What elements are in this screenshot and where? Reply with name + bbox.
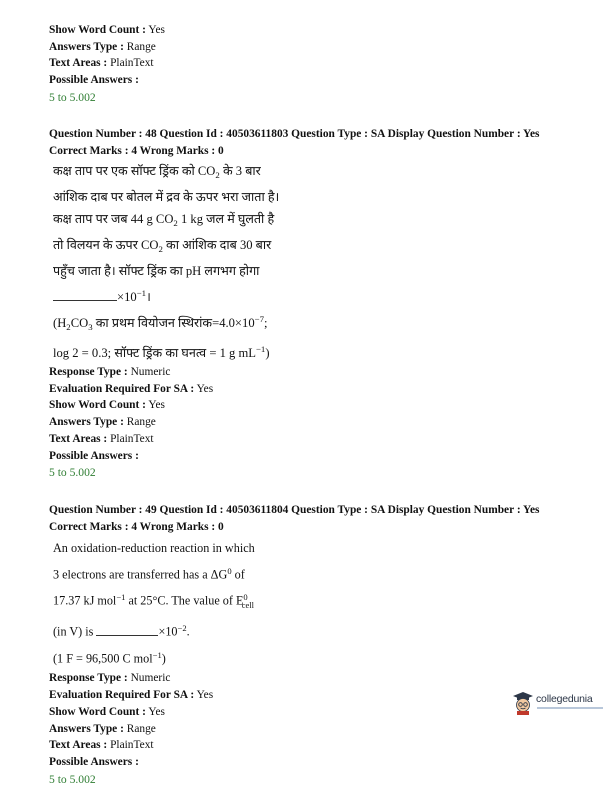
evaluation-row: Evaluation Required For SA : Yes	[49, 382, 214, 395]
show-word-count-row: Show Word Count : Yes	[49, 399, 165, 412]
text-areas-row: Text Areas : PlainText	[49, 57, 154, 70]
marks-line: Correct Marks : 4 Wrong Marks : 0	[49, 520, 224, 533]
answers-type-row: Answers Type : Range	[49, 416, 156, 429]
show-word-count-row: Show Word Count : Yes	[49, 705, 165, 718]
possible-answers-label: Possible Answers :	[49, 74, 139, 87]
answers-type-row: Answers Type : Range	[49, 40, 156, 53]
evaluation-row: Evaluation Required For SA : Yes	[49, 689, 214, 702]
response-type-row: Response Type : Numeric	[49, 366, 171, 379]
possible-answer-value: 5 to 5.002	[49, 772, 96, 786]
question-text: An oxidation-reduction reaction in which 3 electrons are transferred has a $\Delta G^0$ of 17.37 kJ mol$^{-1}$ at 25°C. The value of $E^0_{cell}$ (in V) is $\times 10^{-2}$. (1 F = 96,500 C mol$^{-1}$)	[53, 540, 255, 666]
possible-answers-label: Possible Answers :	[49, 449, 139, 462]
show-word-count-row: Show Word Count : Yes	[49, 24, 165, 36]
document-page	[49, 22, 579, 788]
question-text: कक्ष ताप पर एक सॉफ्ट ड्रिंक को $CO_2$ के 3 बार आंशिक दाब पर बोतल में द्रव के ऊपर भरा जाता है। कक्ष ताप पर जब 44 g $CO_2$ 1 kg जल में घुलती है तो विलयन के ऊपर $CO_2$ का आंशिक दाब 30 बार पहुँच जाता है। सॉफ्ट ड्रिंक का pH लगभग होगा $\times 10^{-1}।$ ($H_2CO_3$ का प्रथम वियोजन $स्थिरांक=4.0\times 10^{-7}$; log 2 = 0.3; सॉफ्ट ड्रिंक का घनत्व = 1 g $mL^{-1}$)	[53, 164, 280, 361]
text-areas-row: Text Areas : PlainText	[49, 739, 154, 752]
marks-line: Correct Marks : 4 Wrong Marks : 0	[49, 144, 224, 157]
possible-answers-label: Possible Answers :	[49, 755, 139, 768]
logo-tagline	[537, 707, 603, 709]
collegedunia-logo	[512, 691, 608, 717]
text-areas-row: Text Areas : PlainText	[49, 432, 154, 445]
graduate-mascot-icon	[512, 691, 534, 715]
question-header: Question Number : 48 Question Id : 40503611803 Question Type : SA Display Question Number : Yes	[49, 127, 540, 140]
possible-answer-value: 5 to 5.002	[49, 90, 96, 104]
logo-wordmark: collegedunia	[536, 693, 593, 705]
question-header: Question Number : 49 Question Id : 40503611804 Question Type : SA Display Question Number : Yes	[49, 504, 540, 517]
answer-blank	[96, 624, 158, 636]
response-type-row: Response Type : Numeric	[49, 672, 171, 685]
answers-type-row: Answers Type : Range	[49, 722, 156, 735]
possible-answer-value: 5 to 5.002	[49, 466, 96, 480]
answer-blank	[53, 289, 117, 301]
